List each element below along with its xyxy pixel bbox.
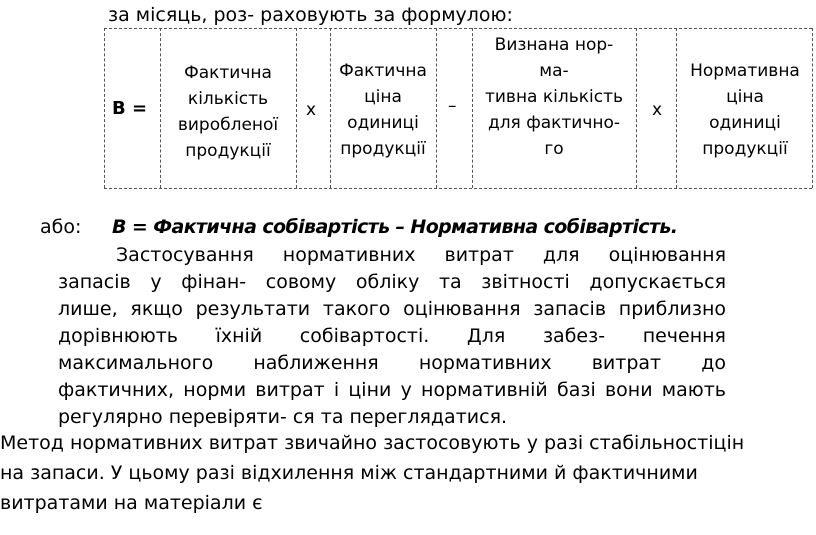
cell-line: ціна [364, 87, 402, 107]
formula-cell-actual-quantity [164, 60, 292, 160]
formula-cell-normative-quantity [472, 32, 636, 166]
formula-cell-actual-price [333, 58, 433, 164]
paragraph-line: Застосування нормативних витрат для оцінювання [116, 244, 726, 266]
formula-divider [436, 28, 437, 188]
cell-line: для фактично- [487, 113, 621, 133]
formula-divider [330, 28, 331, 188]
cell-line: кількість [187, 89, 269, 109]
cell-line: Фактична [339, 61, 427, 81]
bottom-line: витратами на матеріали є [0, 492, 263, 514]
paragraph-line: регулярно перевіряти- ся та переглядатися. [58, 406, 508, 428]
paragraph-line: дорівнюють їхній собівартості. Для забез- печення [58, 325, 726, 347]
formula-divider [160, 28, 161, 188]
bottom-line: на запаси. У цьому разі відхилення між стандартними й фактичними [0, 462, 698, 484]
cell-line: Визнана нор- [494, 35, 614, 55]
alt-formula-expression: B = Фактична собівартість – Нормативна собівартість. [112, 216, 678, 238]
paragraph-line: лише, якщо результати такого оцінювання запасів приблизно [58, 298, 726, 320]
formula-multiply-2: x [652, 100, 663, 120]
cell-line: ма- [539, 61, 569, 81]
cell-line: ціна [726, 87, 764, 107]
cell-line: продукції [702, 139, 788, 159]
cell-line: Нормативна [690, 61, 800, 81]
formula-divider [676, 28, 677, 188]
alt-formula-prefix: або: [40, 216, 82, 238]
formula-multiply-1: x [306, 100, 317, 120]
cell-line: Фактична [184, 63, 272, 83]
formula-cell-normative-price [680, 58, 810, 160]
bottom-line: Метод нормативних витрат звичайно застосовують у разі стабільностіцін [0, 432, 745, 454]
cell-line: продукції [340, 139, 426, 159]
cell-line: одиниці [709, 113, 781, 133]
paragraph-line: запасів у фінан- совому обліку та звітності допускається [58, 271, 726, 293]
paragraph-line: максимального наближення нормативних витрат до [58, 352, 726, 374]
cell-line: виробленої [177, 115, 279, 135]
cell-line: одиниці [347, 113, 419, 133]
formula-minus: – [448, 96, 457, 116]
cell-line: продукції [185, 141, 271, 160]
paragraph-line: фактичних, норми витрат і ціни у нормативній базі вони мають [58, 379, 726, 401]
formula-divider [296, 28, 297, 188]
formula-divider [812, 28, 813, 188]
intro-line: за місяць, роз- раховують за формулою: [108, 4, 513, 26]
formula-divider [636, 28, 637, 188]
formula-divider [104, 28, 105, 188]
cell-line: го [544, 139, 564, 159]
formula-lhs: B = [112, 98, 148, 119]
cell-line: тивна кількість [484, 87, 624, 107]
